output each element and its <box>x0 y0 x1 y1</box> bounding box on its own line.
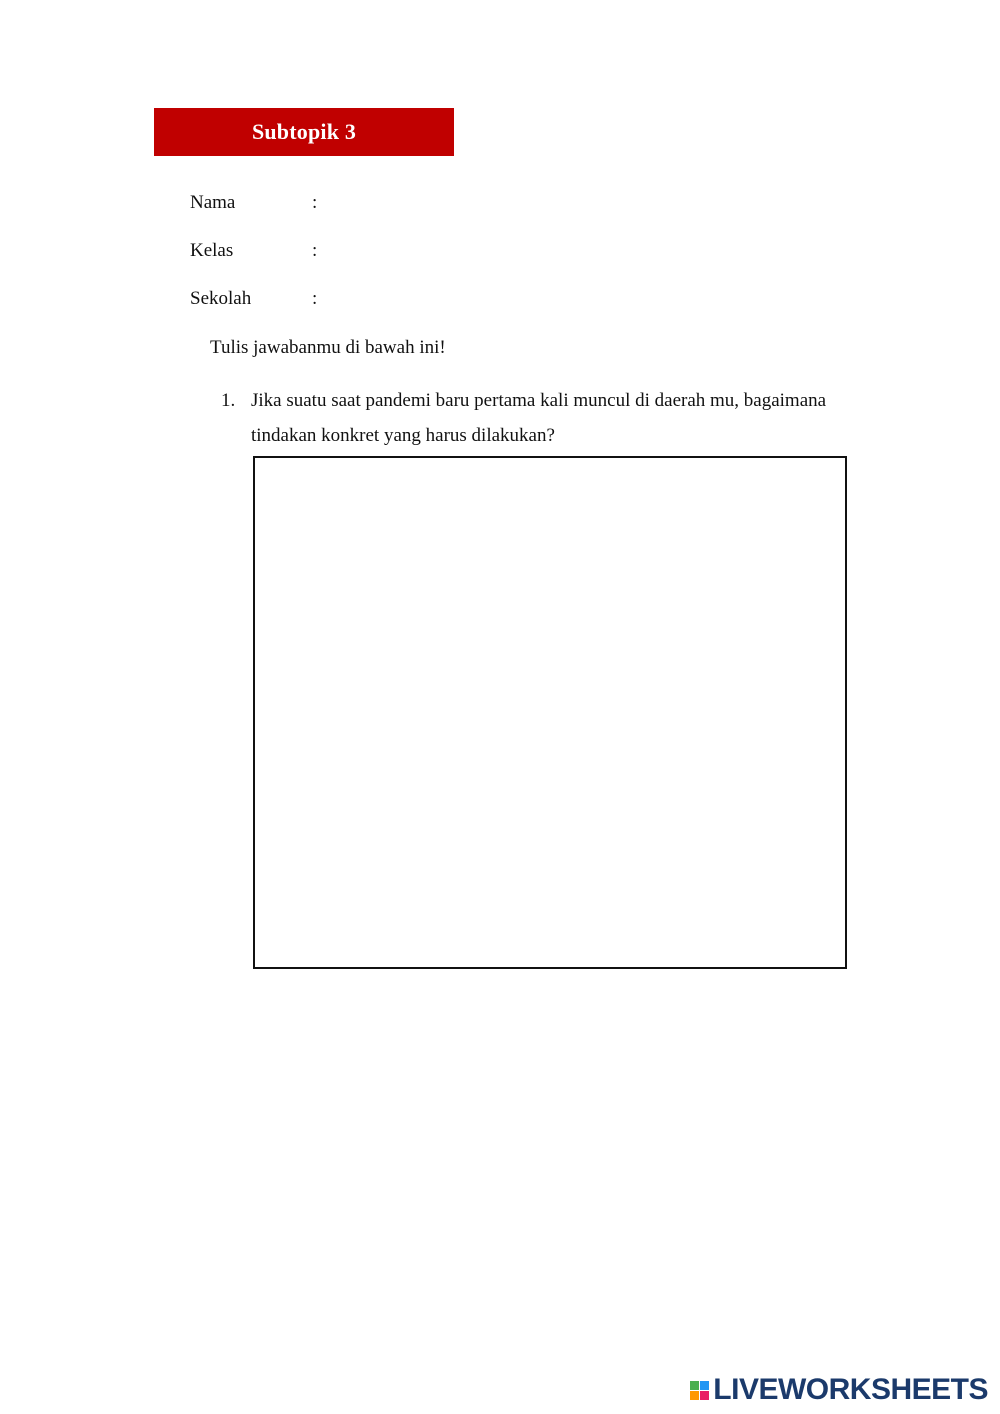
brand-name: LIVEWORKSHEETS <box>713 1373 988 1406</box>
class-label: Kelas <box>190 240 234 261</box>
subtopic-banner <box>154 108 454 156</box>
name-colon: : <box>312 192 318 213</box>
subtopic-title: Subtopik 3 <box>251 119 357 144</box>
class-colon: : <box>312 240 318 261</box>
name-label: Nama <box>190 192 236 213</box>
question-1 <box>221 383 881 453</box>
brand-footer <box>690 1374 988 1406</box>
instruction-text: Tulis jawabanmu di bawah ini! <box>210 337 446 358</box>
school-colon: : <box>312 288 318 309</box>
liveworksheets-logo-icon <box>690 1381 709 1400</box>
school-label: Sekolah <box>190 288 252 309</box>
answer-textbox[interactable] <box>253 456 847 969</box>
question-number: 1. <box>221 390 236 411</box>
question-text: Jika suatu saat pandemi baru pertama kali muncul di daerah mu, bagaimana tindakan konkret yang harus dilakukan? <box>251 390 827 446</box>
